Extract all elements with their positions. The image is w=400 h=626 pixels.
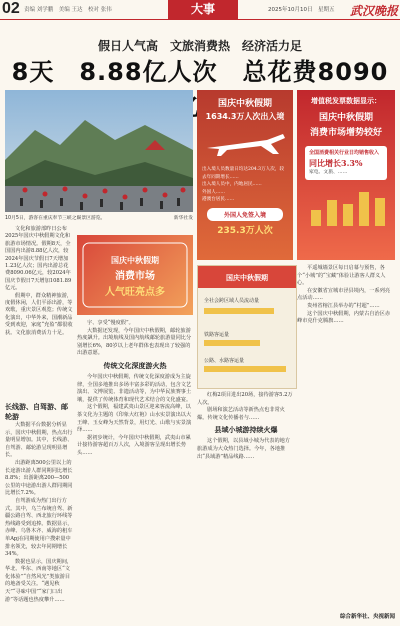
infobox1-value: 1634.3万人次出入境	[205, 112, 285, 121]
newspaper-logo: 武汉晚报	[350, 4, 399, 18]
col4-para-3: 贵州省榕江县举办的“村超”……	[307, 302, 380, 309]
issue-date: 2025年10月10日 星期五	[268, 7, 335, 13]
section-title: 大事	[168, 0, 238, 19]
col2-para-1: 宇、享受“慢度假”。	[87, 320, 134, 326]
infobox1-row-1: 出入境人员数量日均达204.3万人次，较去年同期增长……	[202, 167, 285, 180]
col2-para-4: 这个假期，福建武夷山景区迎来客流高峰，以茶文化为主题的《印象大红袍》山水实景演出以大王峰、玉女峰为天然背景，用灯光、山歌与实景演绎……	[77, 404, 192, 434]
col2-para-3: 今年国庆中秋假期，传统文化深度游成为主旋律，全国多地推出多场丰富多彩的活动，包含文艺演出、文博展览、非遗活动等，为中华民族赛事土壤，提供了传统体育和现代艺术结合的文化盛宴。	[77, 373, 192, 403]
infobox1-row-2: 出入境人员中，内地居民……	[202, 182, 262, 188]
col2-para-5: 据初步统计，今年国庆中秋假期，武夷山市累计接待游客超百万人次，入境游客呈现出增长势头……	[77, 434, 191, 456]
col1-para-1: 大数据平台数据分析显示，国庆中秋假期，热点出行量明显增加。其中，长线游、自驾游、邮轮游呈现明显增长。	[5, 422, 73, 459]
infobox2-card	[305, 146, 387, 180]
infobox1-row-4: 港澳台居民……	[202, 197, 235, 203]
infobox2-stat1: 同比增长3.3%	[309, 157, 363, 168]
consumption-graphic	[77, 235, 193, 315]
page-number: 02	[2, 0, 20, 17]
subhead-culture: 传统文化深度游火热	[103, 361, 167, 370]
col4-para-4: 这个国庆中秋假期，内蒙古自治区赤峰市克什克腾旗……	[297, 310, 391, 325]
svg-text:国庆中秋假期: 国庆中秋假期	[111, 256, 159, 265]
column-1	[5, 402, 73, 604]
lead-paragraph: 文化和旅游部昨日公布2025年国庆中秋假期文化和旅游市场情况。假期8天，全国国内出游8.88亿人次，较2024年国庆节假日7天增加1.23亿人次；国内出游总花费8090.06亿元，较2024年国庆节假日7天增加1081.89亿元。	[5, 226, 72, 292]
column-2	[77, 320, 193, 458]
infobox2-title: 增值税发票数据显示：	[311, 97, 381, 105]
infobox2-subtitle-2: 消费市场增势较好	[309, 128, 382, 138]
infobox-border-crossing	[197, 90, 293, 260]
col3-para-1: 红梅2项目进出20场，接待游客5.2万人次。	[197, 392, 293, 406]
svg-text:公路、水路客运量: 公路、水路客运量	[204, 358, 245, 364]
infobox1-footer: 外国人免签入境	[207, 208, 283, 221]
infobox-invoice	[297, 90, 395, 260]
bar-decoration	[297, 180, 395, 230]
svg-text:消费市场: 消费市场	[115, 271, 155, 282]
svg-text:全社会跨区域人员流动量: 全社会跨区域人员流动量	[204, 298, 260, 304]
photo-caption	[5, 214, 193, 221]
col2-para-2: 大数据还发现，今年国庆中秋假期，邮轮旅游热度飙升。出境航线及国内航线邮轮旅游量同比分别增长6%，80岁以上老年群体也表现出了较强的出游意愿。	[77, 327, 192, 357]
kicker-headline: 假日人气高 文旅消费热 经济活力足	[97, 39, 302, 53]
photo-credit: 新华社发	[173, 216, 193, 221]
svg-text:人气旺亮点多: 人气旺亮点多	[105, 287, 165, 298]
infobox1-row-3: 外国人……	[202, 189, 225, 195]
editors-line: 责编 刘学鹏 美编 王达 校对 张伟	[24, 7, 112, 13]
infobox2-stat1-label: 全国消费相关行业日均销售收入	[309, 150, 380, 156]
byline: 综合新华社、央视新闻	[339, 614, 395, 620]
airplane-icon	[197, 122, 293, 162]
lead-photo	[5, 90, 193, 212]
infobox-travel	[197, 265, 297, 389]
subhead-county: 县域小城游持续火爆	[214, 426, 278, 435]
infobox1-footer-value: 235.3万人次	[217, 225, 273, 236]
col4-para-1: 平遥城墙景区每日启幕与预售，各个“小城”的“宝藏”体验让游客人群义人心。	[297, 265, 386, 287]
col1-para-3: 自驾游成为热门出行方式。其中，乌兰布统自驾、新疆公路自驾、西北旅行环线等热线路受到追捧。数据显示，赤峰、乌鲁木齐、威海的租车单Apj在同期使用户搜索量中排名领先，较去年同期增长34%。	[5, 497, 73, 558]
subhead-longtrip: 长线游、自驾游、邮轮游	[5, 403, 68, 421]
column-4	[297, 265, 395, 326]
svg-text:铁路客运量: 铁路客运量	[204, 332, 230, 338]
column-3	[197, 392, 295, 461]
infobox1-title: 国庆中秋假期	[217, 99, 272, 109]
col1-para-2: 出游距离500公里以上的长途游出游人群同期同比增长8.8%；出游距离200—500公里的中途游出游人群同期同比增长7.2%。	[5, 459, 73, 497]
caption-text: 10月5日，游客在重庆奉节三峡之巅景区游览。	[5, 216, 106, 221]
col3-para-2: 剧场和演艺活动等新热点也非常火爆。传统文化传播者与……	[197, 407, 285, 421]
infobox2-subtitle: 国庆中秋假期	[318, 113, 373, 123]
main-headline: 8天 8.88亿人次 总花费8090	[11, 58, 389, 86]
svg-text:国庆中秋假期: 国庆中秋假期	[226, 274, 268, 282]
lead-paragraph-2: 假期中，群众精神旅游，度假休闲，人们平添出游，等欢歌，重庆景区观览；传统文化演出，中华外来，国潮新品受到欢迎，家庭“充盈”都很收获。文化旅消费活力十足。	[5, 292, 73, 336]
col1-para-4: 数据也显示，国庆期间，华北、华东、西南等地区“文化体验”“自然风光”类旅游目的地备受关注。“遇见秋天”“寻味中国”“家门口出游”等话题也热度攀升……	[5, 558, 73, 603]
col4-para-2: 在安徽省宣城市泾县境内，一系列亮点活动……	[297, 287, 391, 302]
col3-para-3: 这个假期，以县域小城为代表的地方旅游成为大众热门选择。今年，各地推出“县域游”精品线路……	[197, 438, 291, 460]
infobox2-stat2-label: 家电、文旅、……	[309, 169, 348, 175]
lead-block	[5, 226, 73, 337]
